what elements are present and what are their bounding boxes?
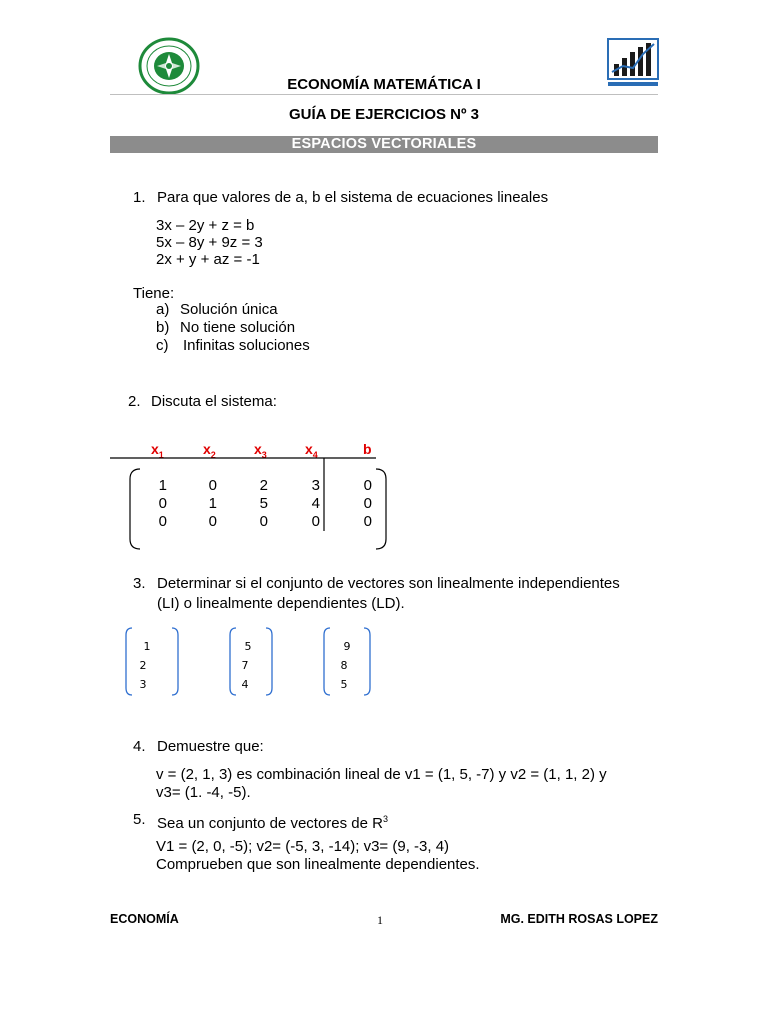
exercise-4-line1: v = (2, 1, 3) es combinación lineal de v1 = (1, 5, -7) y v2 = (1, 1, 2) y: [156, 766, 607, 783]
header-divider: [110, 94, 658, 95]
matrix-cell: 4: [311, 495, 320, 512]
matrix-cell: 0: [158, 495, 167, 512]
course-title: ECONOMÍA MATEMÁTICA I: [287, 76, 481, 93]
matrix-header-x4: $x_4$: [305, 441, 318, 460]
tiene-label: Tiene:: [133, 285, 175, 302]
footer-left: ECONOMÍA: [110, 912, 179, 926]
exercise-5-statement-text: Sea un conjunto de vectores de R: [157, 815, 383, 832]
option-a-text: Solución única: [180, 301, 278, 318]
vector-1-entry: 3: [139, 678, 147, 691]
matrix-header-x2: $x_2$: [203, 441, 216, 460]
vector-3-entry: 8: [340, 659, 348, 672]
matrix-cell: 0: [208, 513, 217, 530]
matrix-cell: 0: [158, 513, 167, 530]
vector-2-entry: 4: [241, 678, 249, 691]
matrix-cell: 5: [259, 495, 268, 512]
vector-2-entry: 5: [244, 640, 252, 653]
matrix-header-x1: $x_1$: [151, 441, 164, 460]
page-number: 1: [377, 913, 383, 927]
matrix-cell: 2: [259, 477, 268, 494]
exercise-2-statement: Discuta el sistema:: [151, 393, 277, 410]
matrix-cell: 0: [259, 513, 268, 530]
matrix-header-x3: $x_3$: [254, 441, 267, 460]
exercise-5-number: 5.: [133, 811, 146, 828]
matrix-cell: 0: [208, 477, 217, 494]
exercise-5-superscript: 3: [382, 814, 388, 824]
equation-2: 5x – 8y + 9z = 3: [156, 234, 263, 251]
vector-2-entry: 7: [241, 659, 249, 672]
matrix-cell: 1: [158, 477, 167, 494]
exercise-1-statement: Para que valores de a, b el sistema de ecuaciones lineales: [157, 189, 549, 206]
guide-title: GUÍA DE EJERCICIOS Nº 3: [289, 106, 479, 123]
footer-right: MG. EDITH ROSAS LOPEZ: [500, 912, 658, 926]
exercise-5-line2: Comprueben que son linealmente dependientes.: [156, 856, 480, 873]
vector-1-entry: 1: [143, 640, 151, 653]
exercise-5-statement: [157, 811, 388, 832]
option-c-text: Infinitas soluciones: [183, 337, 310, 354]
matrix-cell: 0: [311, 513, 320, 530]
exercise-3-statement-line1: Determinar si el conjunto de vectores son linealmente independientes: [157, 575, 620, 592]
option-b-letter: b): [156, 319, 170, 336]
matrix-cell: 3: [311, 477, 320, 494]
vector-1-entry: 2: [139, 659, 147, 672]
exercise-4-number: 4.: [133, 738, 146, 755]
matrix-cell: 0: [363, 513, 372, 530]
option-b-text: No tiene solución: [180, 319, 296, 336]
matrix-header-b: b: [363, 441, 372, 457]
exercise-4-line2: v3= (1. -4, -5).: [156, 784, 251, 801]
section-band: ESPACIOS VECTORIALES: [110, 136, 658, 153]
exercise-2-number: 2.: [128, 393, 141, 410]
vector-3-entry: 9: [343, 640, 351, 653]
matrix-cell: 1: [208, 495, 217, 512]
matrix-cell: 0: [363, 477, 372, 494]
exercise-5-line1: V1 = (2, 0, -5); v2= (-5, 3, -14); v3= (9, -3, 4): [156, 838, 450, 855]
option-c-letter: c): [156, 337, 169, 354]
exercise-1-number: 1.: [133, 189, 146, 206]
exercise-3-statement-line2: (LI) o linealmente dependientes (LD).: [157, 595, 405, 612]
equation-1: 3x – 2y + z = b: [156, 217, 255, 234]
exercise-4-statement: Demuestre que:: [157, 738, 264, 755]
matrix-cell: 0: [363, 495, 372, 512]
option-a-letter: a): [156, 301, 170, 318]
equation-3: 2x + y + az = -1: [156, 251, 260, 268]
exercise-3-number: 3.: [133, 575, 146, 592]
vector-3-entry: 5: [340, 678, 348, 691]
